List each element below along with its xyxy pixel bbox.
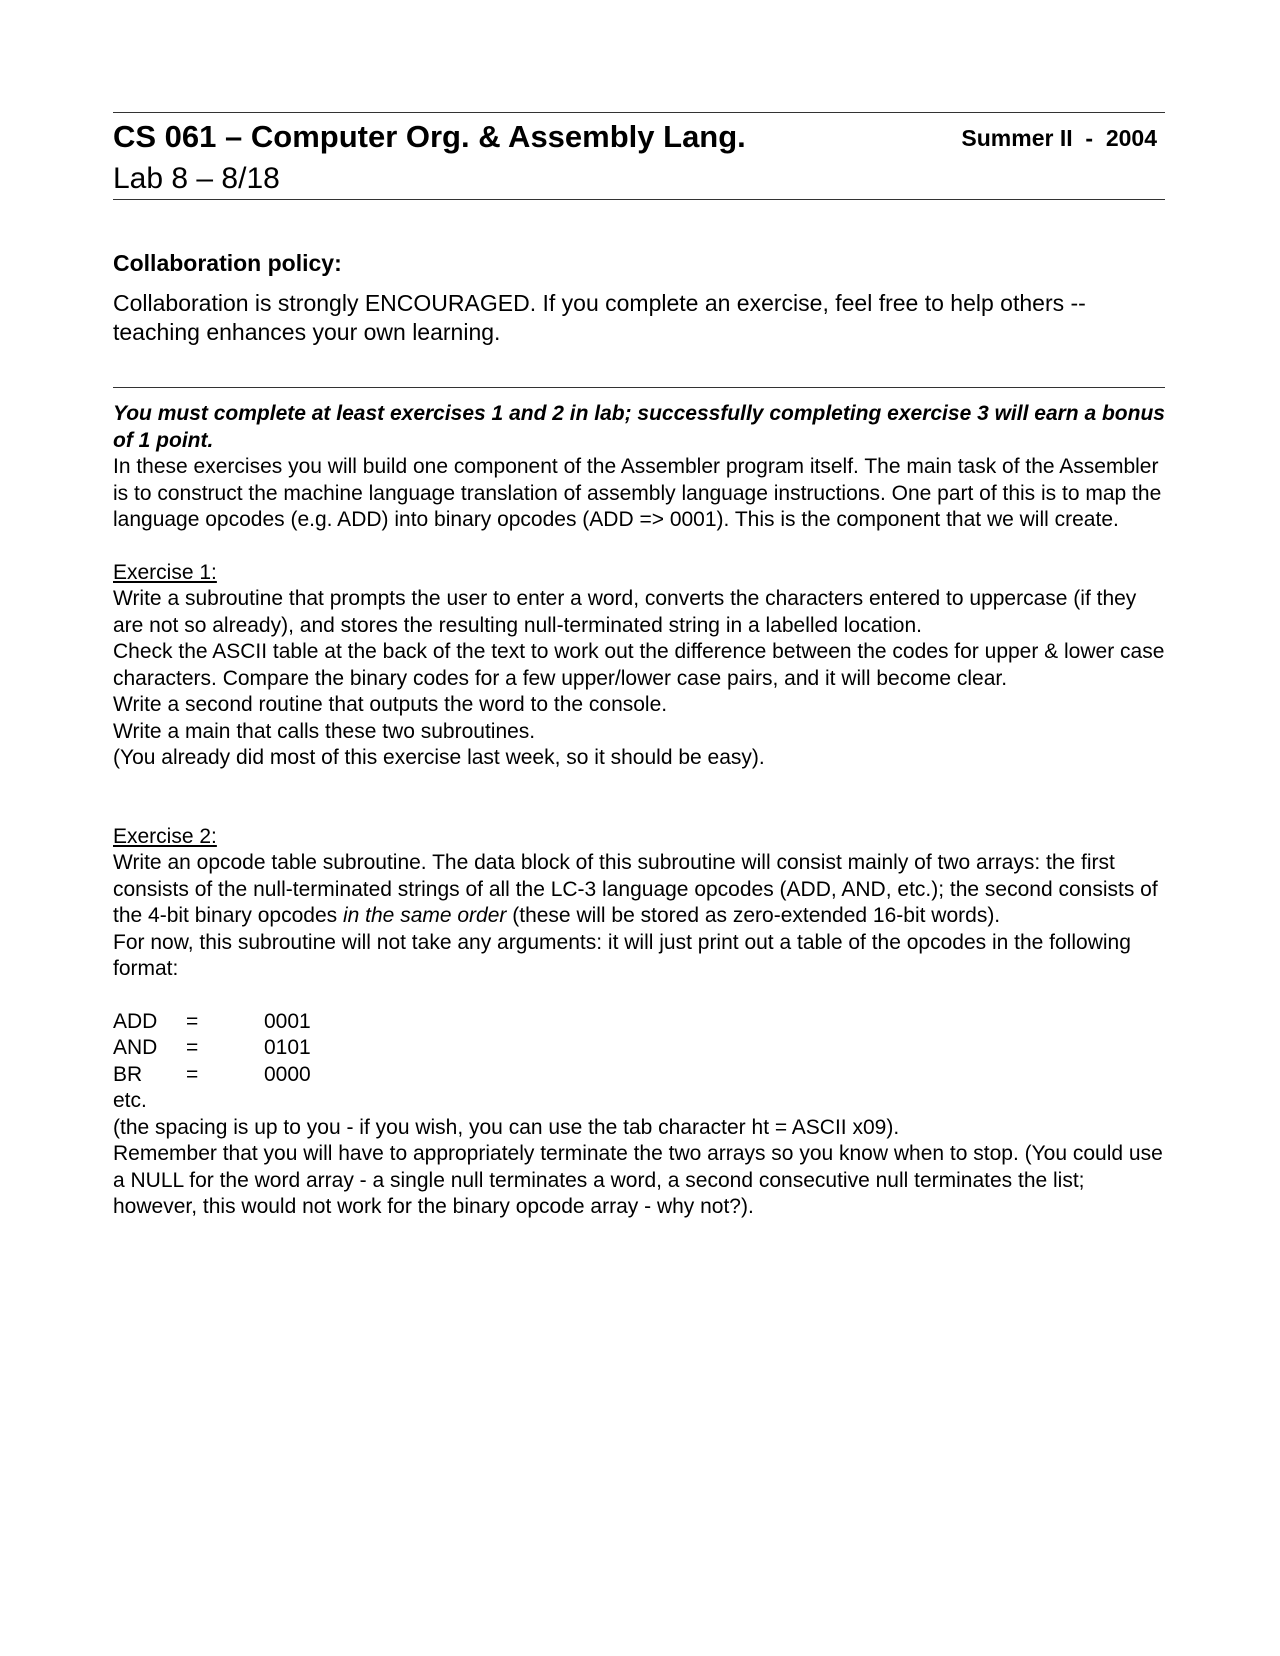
exercise2-p1-start: Write an opcode table subroutine. The data block of this subroutine will consist mainly of two arrays: the first consists of the null-terminated strings of all the LC-3 language opcodes (ADD, AND, etc.); the second consists of the 4-bit binary opcodes bbox=[113, 851, 1158, 927]
opcode-table bbox=[113, 1009, 311, 1089]
table-etc: etc. bbox=[113, 1089, 147, 1112]
intro-paragraph: In these exercises you will build one component of the Assembler program itself. The main task of the Assembler is to construct the machine language translation of assembly language instructions. One part of this is to map the language opcodes (e.g. ADD) into binary opcodes (ADD => 0001). This is the component that we will create. bbox=[113, 455, 1162, 531]
term-label: Summer II - 2004 bbox=[961, 125, 1157, 151]
exercise2-p1-emphasis: in the same order bbox=[342, 904, 507, 927]
collaboration-heading: Collaboration policy: bbox=[113, 250, 342, 276]
exercise1-paragraph-2: Write a second routine that outputs the word to the console. bbox=[113, 693, 668, 716]
document-page bbox=[113, 112, 1165, 1221]
table-row bbox=[113, 1009, 311, 1036]
lab-title: Lab 8 – 8/18 bbox=[113, 162, 280, 195]
binary-cell: 0001 bbox=[264, 1009, 311, 1033]
section-divider bbox=[113, 387, 1165, 388]
equals-cell: = bbox=[186, 1009, 199, 1033]
exercise2-paragraph-3b: Remember that you will have to appropriately terminate the two arrays so you know when to stop. (You could use a NULL for the word array - a single null terminates a word, a second consecutive null terminates the list; however, this would not work for the binary opcode array - why not?). bbox=[113, 1142, 1163, 1218]
table-row bbox=[113, 1062, 311, 1089]
opcode-cell: AND bbox=[113, 1036, 158, 1059]
course-title: CS 061 – Computer Org. & Assembly Lang. bbox=[113, 119, 746, 154]
exercise2-paragraph-3a: (the spacing is up to you - if you wish, you can use the tab character ht = ASCII x09). bbox=[113, 1115, 900, 1139]
exercise1-paragraph-1a: Write a subroutine that prompts the user to enter a word, converts the characters entered to uppercase (if they are not so already), and stores the resulting null-terminated string in a labelled location. bbox=[113, 587, 1137, 637]
exercise2-p1-end: (these will be stored as zero-extended 16-bit words). bbox=[506, 904, 1001, 927]
collaboration-text: Collaboration is strongly ENCOURAGED. If you complete an exercise, feel free to help others -- teaching enhances your own learning. bbox=[113, 290, 1086, 345]
binary-cell: 0101 bbox=[264, 1036, 311, 1059]
equals-cell: = bbox=[186, 1036, 199, 1059]
equals-cell: = bbox=[186, 1062, 199, 1086]
exercise2-paragraph-2: For now, this subroutine will not take any arguments: it will just print out a table of the opcodes in the following format: bbox=[113, 930, 1131, 980]
exercise1-paragraph-4: (You already did most of this exercise last week, so it should be easy). bbox=[113, 746, 765, 769]
opcode-cell: ADD bbox=[113, 1009, 158, 1033]
exercise2-heading: Exercise 2: bbox=[113, 824, 217, 848]
header-row bbox=[113, 113, 1165, 157]
exercise1-paragraph-3: Write a main that calls these two subroutines. bbox=[113, 719, 536, 743]
requirements-notice: You must complete at least exercises 1 and 2 in lab; successfully completing exercise 3 will earn a bonus of 1 point. bbox=[113, 402, 1165, 452]
table-row bbox=[113, 1035, 311, 1062]
exercise2-paragraph-1 bbox=[113, 850, 1165, 930]
header-bottom-rule bbox=[113, 199, 1165, 200]
exercise1-paragraph-1b: Check the ASCII table at the back of the text to work out the difference between the codes for upper & lower case characters. Compare the binary codes for a few upper/lower case pairs, and it will become clear. bbox=[113, 640, 1165, 690]
opcode-cell: BR bbox=[113, 1062, 143, 1086]
exercise1-heading: Exercise 1: bbox=[113, 560, 217, 584]
binary-cell: 0000 bbox=[264, 1062, 311, 1086]
